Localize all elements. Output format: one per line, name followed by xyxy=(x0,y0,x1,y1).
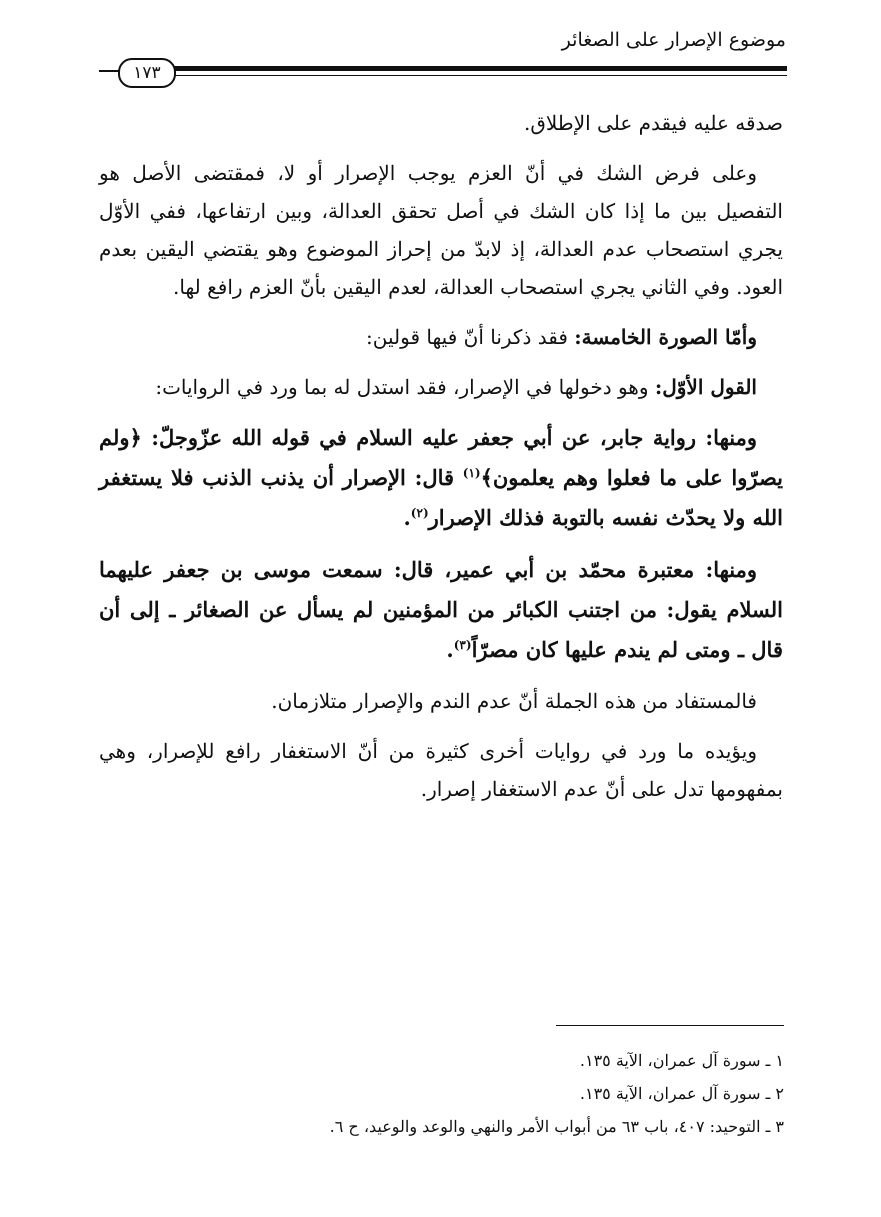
footnote-divider xyxy=(556,1025,784,1026)
footnotes xyxy=(120,1044,784,1143)
footnote: ٢ ـ سورة آل عمران، الآية ١٣٥. xyxy=(579,1084,784,1103)
paragraph: القول الأوّل: وهو دخولها في الإصرار، فقد استدل له بما ورد في الروايات: xyxy=(155,375,757,399)
paragraph: ويؤيده ما ورد في روايات أخرى كثيرة من أنّ الاستغفار رافع للإصرار، وهي بمفهومها تدل على أنّ عدم الاستغفار إصرار. xyxy=(99,739,783,801)
paragraph: وأمّا الصورة الخامسة: فقد ذكرنا أنّ فيها قولين: xyxy=(366,325,757,349)
hadith-paragraph: ومنها: رواية جابر، عن أبي جعفر عليه السلام في قوله الله عزّوجلّ: ﴿ولم يصرّوا على ما فعلوا وهم يعلمون﴾$^{(١)}$ قال: الإصرار أن يذنب الذنب فلا يستغفر الله ولا يحدّث نفسه بالتوبة فذلك الإصرار$^{(٢)}$. xyxy=(99,425,784,530)
paragraph-lead: القول الأوّل: xyxy=(654,375,757,399)
paragraph: فالمستفاد من هذه الجملة أنّ عدم الندم والإصرار متلازمان. xyxy=(271,689,757,713)
paragraph: صدقه عليه فيقدم على الإطلاق. xyxy=(523,111,783,135)
header-rule-left xyxy=(99,70,119,72)
footnote-ref[interactable]: (٢) xyxy=(410,506,429,520)
header-rule-thin xyxy=(170,75,787,76)
page-body xyxy=(99,104,783,820)
page-number: ١٧٣ xyxy=(118,58,176,88)
footnote: ٣ ـ التوحيد: ٤٠٧، باب ٦٣ من أبواب الأمر والنهي والوعد والوعيد، ح ٦. xyxy=(329,1117,784,1136)
footnote-ref[interactable]: (٣) xyxy=(453,638,472,652)
header-title: موضوع الإصرار على الصغائر xyxy=(561,29,786,51)
paragraph: وعلى فرض الشك في أنّ العزم يوجب الإصرار أو لا، فمقتضى الأصل هو التفصيل بين ما إذا كان الشك في أصل تحقق العدالة، وبين ارتفاعها، ففي الأوّل يجري استصحاب عدم العدالة، إذ لابدّ من إحراز الموضوع وهو يقتضي اليقين بعدم العود. وفي الثاني يجري استصحاب العدالة، لعدم اليقين بأنّ العزم رافع لها. xyxy=(99,161,783,299)
hadith-paragraph: ومنها: معتبرة محمّد بن أبي عمير، قال: سمعت موسى بن جعفر عليهما السلام يقول: من اجتنب الكبائر من المؤمنين لم يسأل عن الصغائر ـ إلى أن قال ـ ومتى لم يندم عليها كان مصرّاً$^{(٣)}$. xyxy=(99,557,783,662)
header-rule-thick xyxy=(170,66,787,71)
paragraph-lead: وأمّا الصورة الخامسة: xyxy=(574,325,757,349)
footnote-ref[interactable]: (١) xyxy=(462,466,481,480)
footnote: ١ ـ سورة آل عمران، الآية ١٣٥. xyxy=(579,1051,784,1070)
